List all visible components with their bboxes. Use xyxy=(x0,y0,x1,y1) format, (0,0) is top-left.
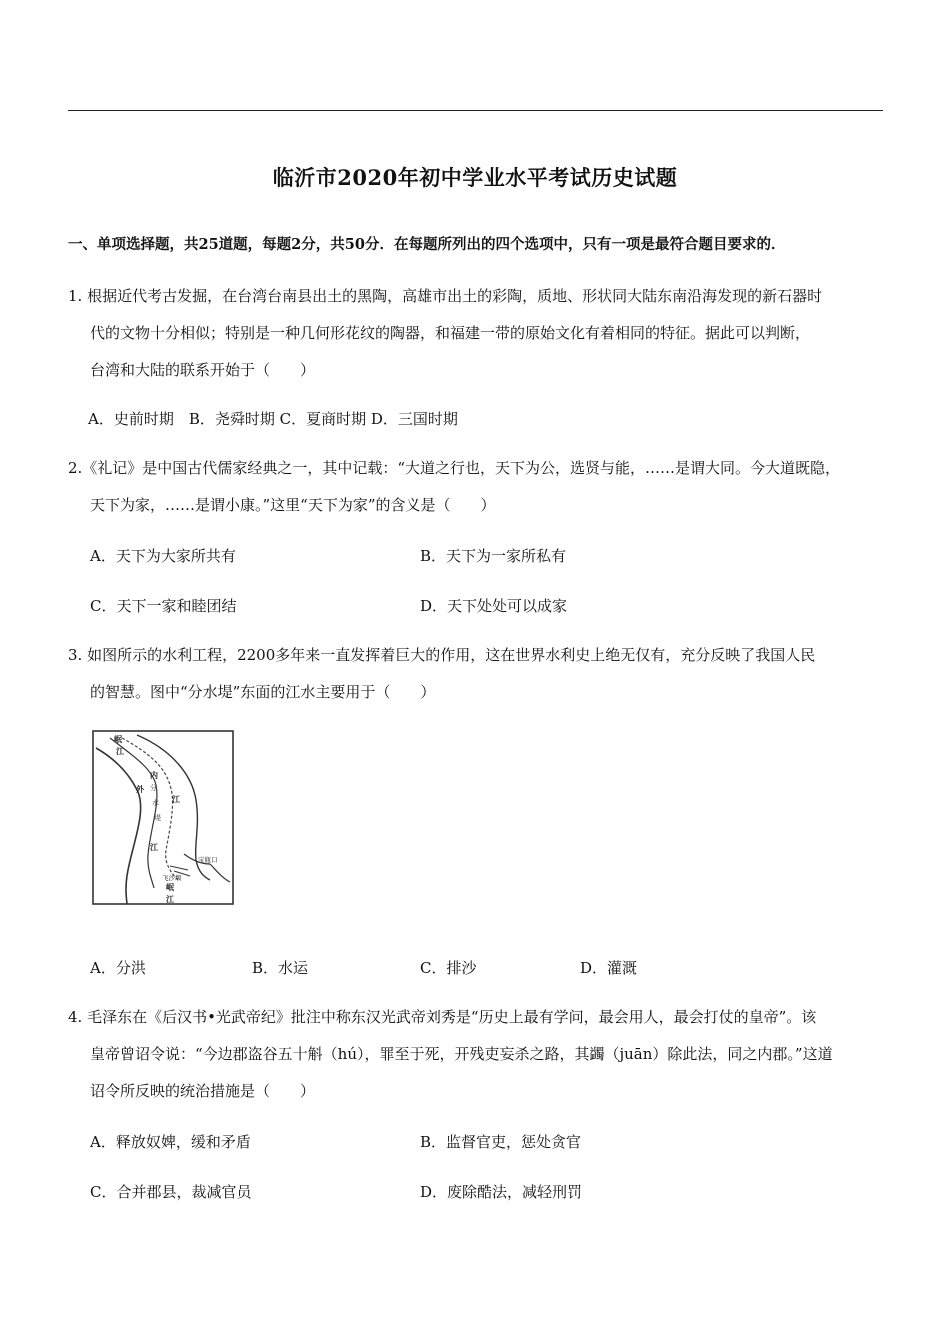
question-1-line: 1. 根据近代考古发掘，在台湾台南县出土的黑陶，高雄市出土的彩陶，质地、形状同大陆东南沿海发现的新石器时 xyxy=(68,287,823,305)
map-label: 江 xyxy=(172,794,180,804)
map-label: 外 xyxy=(136,784,144,794)
map-label: 宝瓶口 xyxy=(198,856,218,864)
header-rule xyxy=(68,110,883,111)
question-2-option-c: C．天下一家和睦团结 xyxy=(90,597,237,615)
question-2 xyxy=(68,450,883,524)
question-4-option-d: D．废除酷法，减轻刑罚 xyxy=(420,1183,583,1201)
question-1-line: 代的文物十分相似；特别是一种几何形花纹的陶器，和福建一带的原始文化有着相同的特征。据此可以判断， xyxy=(90,324,811,342)
question-3-line: 3. 如图所示的水利工程，2200多年来一直发挥着巨大的作用，这在世界水利史上绝无仅有，充分反映了我国人民 xyxy=(68,646,816,664)
question-1 xyxy=(68,278,883,389)
question-2-option-a: A．天下为大家所共有 xyxy=(90,547,236,565)
map-label: 江 xyxy=(116,746,124,756)
question-4-line: 诏令所反映的统治措施是（ ） xyxy=(90,1082,316,1100)
question-4-option-b: B．监督官吏，惩处贪官 xyxy=(420,1133,582,1151)
question-3-option-c: C．排沙 xyxy=(420,959,477,977)
question-1-options: A．史前时期 B．尧舜时期 C．夏商时期 D．三国时期 xyxy=(88,410,458,428)
question-3-option-d: D．灌溉 xyxy=(580,959,638,977)
question-2-line: 2.《礼记》是中国古代儒家经典之一，其中记载：“大道之行也，天下为公，选贤与能，……是谓大同。今大道既隐， xyxy=(68,459,840,477)
map-label: 江 xyxy=(150,842,158,852)
question-2-line: 天下为家，……是谓小康。”这里“天下为家”的含义是（ ） xyxy=(90,496,496,514)
question-4-option-a: A．释放奴婢，缓和矛盾 xyxy=(90,1133,251,1151)
question-3-option-a: A．分洪 xyxy=(90,959,146,977)
map-label: 分 xyxy=(150,784,157,792)
question-3-option-b: B．水运 xyxy=(252,959,309,977)
question-4-option-c: C．合并郡县，裁减官员 xyxy=(90,1183,252,1201)
question-3 xyxy=(68,637,883,711)
map-label: 堤 xyxy=(154,814,161,822)
map-label: 内 xyxy=(150,770,158,780)
map-label: 江 xyxy=(166,894,174,904)
map-label: 飞沙堰 xyxy=(162,874,182,882)
question-4-line: 皇帝曾诏令说：“今边郡盗谷五十斛（hú），罪至于死，开残吏妄杀之路，其蠲（juān）除此法，同之内郡。”这道 xyxy=(90,1045,833,1063)
question-4-line: 4. 毛泽东在《后汉书•光武帝纪》批注中称东汉光武帝刘秀是“历史上最有学问，最会用人，最会打仗的皇帝”。该 xyxy=(68,1008,817,1026)
question-1-line: 台湾和大陆的联系开始于（ ） xyxy=(90,361,316,379)
map-label: 岷 xyxy=(166,882,174,892)
dujiangyan-map xyxy=(92,730,234,905)
question-3-line: 的智慧。图中“分水堤”东面的江水主要用于（ ） xyxy=(90,683,436,701)
question-2-option-b: B．天下为一家所私有 xyxy=(420,547,567,565)
question-4 xyxy=(68,999,883,1110)
section-heading: 一、单项选择题，共25道题，每题2分，共50分．在每题所列出的四个选项中，只有一项是最符合题目要求的． xyxy=(68,236,786,253)
map-label: 岷 xyxy=(114,734,122,744)
map-label: 水 xyxy=(152,799,159,807)
question-2-option-d: D．天下处处可以成家 xyxy=(420,597,568,615)
page-title: 临沂市2020年初中学业水平考试历史试题 xyxy=(272,165,678,190)
